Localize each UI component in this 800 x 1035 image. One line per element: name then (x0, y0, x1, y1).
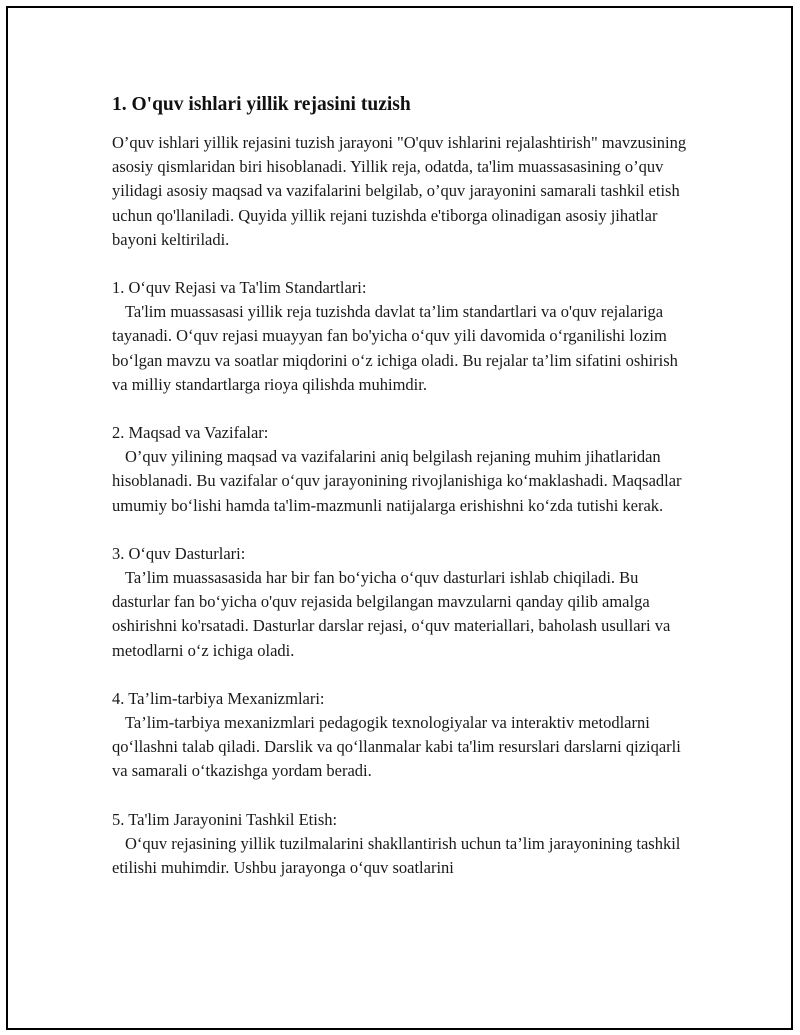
section-body: Ta’lim-tarbiya mexanizmlari pedagogik texnologiyalar va interaktiv metodlarni qo‘llashni talab qiladi. Darslik va qo‘llanmalar kabi ta'lim resurslari darslarni qiziqarli va samarali o‘tkazishga yordam beradi. (112, 713, 681, 781)
section-heading: 5. Ta'lim Jarayonini Tashkil Etish: (112, 809, 338, 829)
section-study-programs (112, 542, 692, 663)
section-body: Ta'lim muassasasi yillik reja tuzishda davlat ta’lim standartlari va o'quv rejalariga tayanadi. O‘quv rejasi muayyan fan bo'yicha o‘quv yili davomida o‘rganilishi lozim bo‘lgan mavzu va soatlar miqdorini o‘z ichiga oladi. Bu rejalar ta’lim sifatini oshirish va milliy standartlarga rioya qilishda muhimdir. (112, 302, 678, 394)
intro-paragraph: O’quv ishlari yillik rejasini tuzish jarayoni "O'quv ishlarini rejalashtirish" mavzusining asosiy qismlaridan biri hisoblanadi. Yillik reja, odatda, ta'lim muassasasining o’quv yilidagi asosiy maqsad va vazifalarini belgilab, o’quv jarayonini samarali tashkil etish uchun qo'llaniladi. Quyida yillik rejani tuzishda e'tiborga olinadigan asosiy jihatlar bayoni keltiriladi. (112, 133, 687, 249)
section-body: O’quv yilining maqsad va vazifalarini aniq belgilash rejaning muhim jihatlaridan hisoblanadi. Bu vazifalar o‘quv jarayonining rivojlanishiga ko‘maklashadi. Maqsadlar umumiy bo‘lishi hamda ta'lim-mazmunli natijalarga erishishni ko‘zda tutishi kerak. (112, 447, 682, 515)
document-content (112, 92, 692, 880)
section-heading: 2. Maqsad va Vazifalar: (112, 423, 269, 443)
document-title: 1. O'quv ishlari yillik rejasini tuzish (112, 94, 411, 115)
section-body: O‘quv rejasining yillik tuzilmalarini shakllantirish uchun ta’lim jarayonining tashkil etilishi muhimdir. Ushbu jarayonga o‘quv soatlarini (112, 833, 681, 878)
section-education-mechanisms (112, 687, 692, 784)
section-process-organization (112, 808, 692, 881)
section-heading: 1. O‘quv Rejasi va Ta'lim Standartlari: (112, 278, 367, 298)
section-heading: 4. Ta’lim-tarbiya Mexanizmlari: (112, 688, 325, 708)
section-goals-tasks (112, 421, 692, 518)
section-curriculum-standards (112, 276, 692, 397)
section-heading: 3. O‘quv Dasturlari: (112, 543, 246, 563)
section-body: Ta’lim muassasasida har bir fan bo‘yicha o‘quv dasturlari ishlab chiqiladi. Bu dasturlar fan bo‘yicha o'quv rejasida belgilangan mavzularni qanday qilib amalga oshirishni ko'rsatadi. Dasturlar darslar rejasi, o‘quv materiallari, baholash usullari va metodlarni o‘z ichiga oladi. (112, 568, 671, 660)
